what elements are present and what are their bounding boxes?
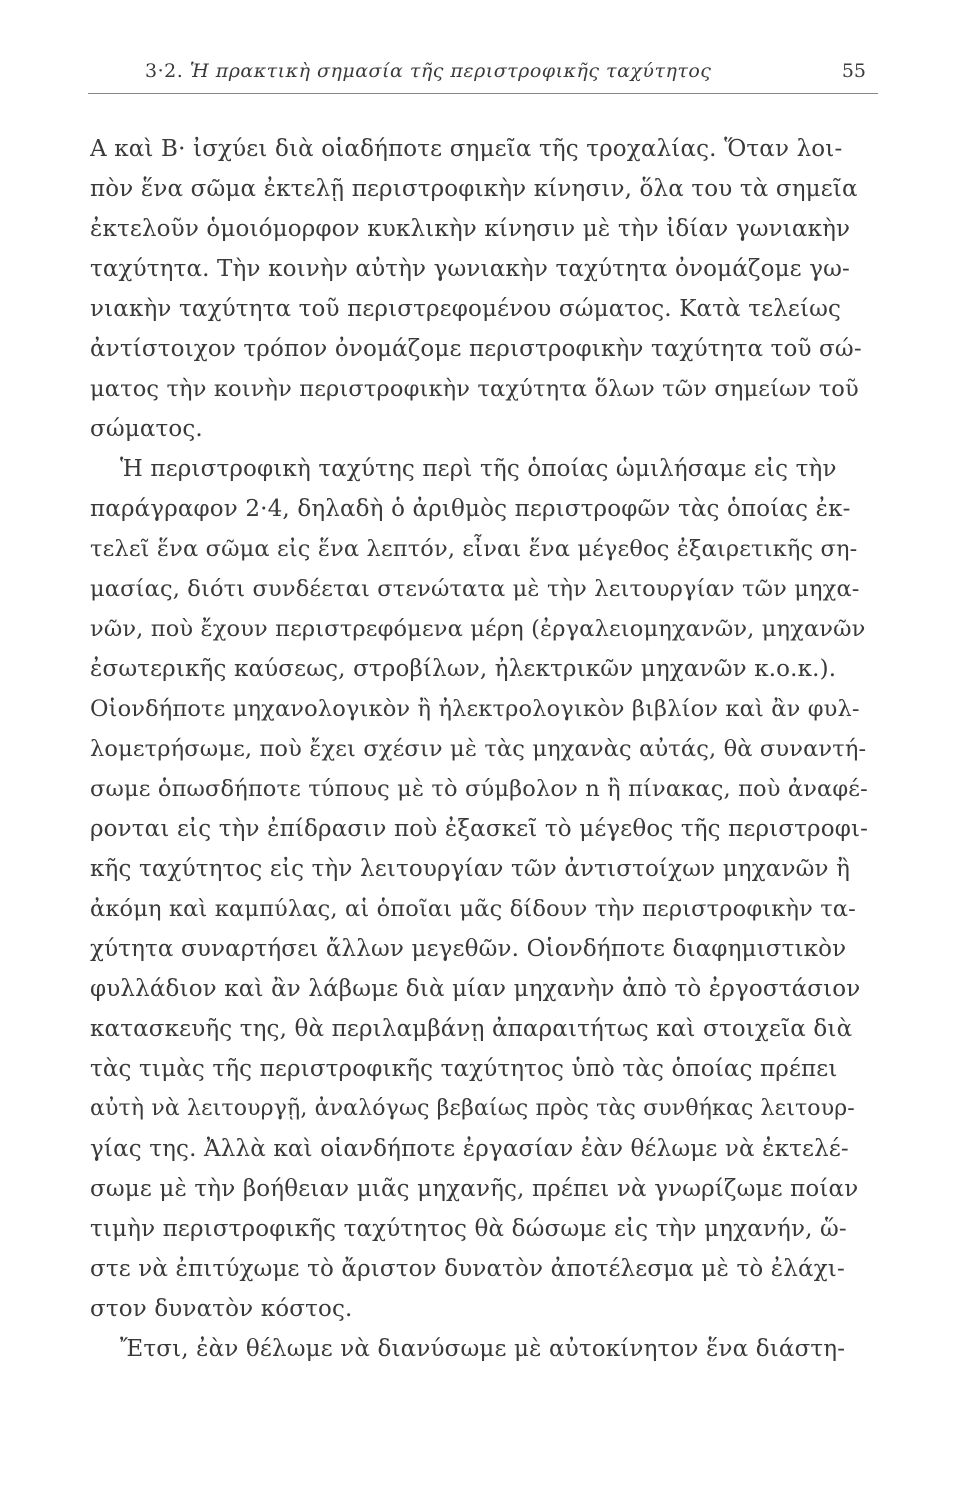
text-line: ἀκόμη καὶ καμπύλας, αἱ ὁποῖαι μᾶς δίδουν τὴν περιστροφικὴν τα- xyxy=(90,896,856,922)
text-line: ἐσωτερικῆς καύσεως, στροβίλων, ἠλεκτρικῶν μηχανῶν κ.ο.κ.). xyxy=(90,656,837,682)
paragraph-start-line: Ἔτσι, ἐὰν θέλωμε νὰ διανύσωμε μὲ αὐτοκίνητον ἕνα διάστη- xyxy=(120,1336,846,1362)
text-line: ἀντίστοιχον τρόπον ὀνομάζομε περιστροφικὴν ταχύτητα τοῦ σώ- xyxy=(90,336,862,362)
text-line: νῶν, ποὺ ἔχουν περιστρεφόμενα μέρη (ἐργαλειομηχανῶν, μηχανῶν xyxy=(90,616,866,642)
text-line: ματος τὴν κοινὴν περιστροφικὴν ταχύτητα ὅλων τῶν σημείων τοῦ xyxy=(90,376,859,402)
text-line: στον δυνατὸν κόστος. xyxy=(90,1296,353,1322)
text-line: Οἱονδήποτε μηχανολογικὸν ἢ ἠλεκτρολογικὸν βιβλίον καὶ ἂν φυλ- xyxy=(90,696,860,722)
text-line: τὰς τιμὰς τῆς περιστροφικῆς ταχύτητος ὑπὸ τὰς ὁποίας πρέπει xyxy=(90,1056,838,1082)
text-line: παράγραφον 2·4, δηλαδὴ ὁ ἀριθμὸς περιστροφῶν τὰς ὁποίας ἐκ- xyxy=(90,496,851,522)
text-line: χύτητα συναρτήσει ἄλλων μεγεθῶν. Οἱονδήποτε διαφημιστικὸν xyxy=(90,936,847,962)
text-line: πὸν ἕνα σῶμα ἐκτελῇ περιστροφικὴν κίνησιν, ὅλα του τὰ σημεῖα xyxy=(90,176,858,202)
text-line: νιακὴν ταχύτητα τοῦ περιστρεφομένου σώματος. Κατὰ τελείως xyxy=(90,296,842,322)
section-number: 3·2. xyxy=(145,60,184,82)
text-line: κατασκευῆς της, θὰ περιλαμβάνῃ ἀπαραιτήτως καὶ στοιχεῖα διὰ xyxy=(90,1016,853,1042)
text-line: ταχύτητα. Τὴν κοινὴν αὐτὴν γωνιακὴν ταχύτητα ὀνομάζομε γω- xyxy=(90,256,850,282)
text-line: γίας της. Ἀλλὰ καὶ οἱανδήποτε ἐργασίαν ἐὰν θέλωμε νὰ ἐκτελέ- xyxy=(90,1136,849,1162)
text-line: στε νὰ ἐπιτύχωμε τὸ ἄριστον δυνατὸν ἀποτέλεσμα μὲ τὸ ἐλάχι- xyxy=(90,1256,845,1282)
text-line: αὐτὴ νὰ λειτουργῇ, ἀναλόγως βεβαίως πρὸς τὰς συνθήκας λειτουρ- xyxy=(90,1096,855,1121)
text-line: μασίας, διότι συνδέεται στενώτατα μὲ τὴν λειτουργίαν τῶν μηχα- xyxy=(90,576,860,602)
text-line: σωμε ὁπωσδήποτε τύπους μὲ τὸ σύμβολον n ἢ πίνακας, ποὺ ἀναφέ- xyxy=(90,776,868,802)
text-line: λομετρήσωμε, ποὺ ἔχει σχέσιν μὲ τὰς μηχανὰς αὐτάς, θὰ συναντή- xyxy=(90,736,867,762)
page-number: 55 xyxy=(841,60,866,82)
paragraph-start-line: Ἡ περιστροφικὴ ταχύτης περὶ τῆς ὁποίας ὡμιλήσαμε εἰς τὴν xyxy=(120,456,837,482)
text-line: ἐκτελοῦν ὁμοιόμορφον κυκλικὴν κίνησιν μὲ τὴν ἰδίαν γωνιακὴν xyxy=(90,216,851,242)
text-line: τελεῖ ἕνα σῶμα εἰς ἕνα λεπτόν, εἶναι ἕνα μέγεθος ἐξαιρετικῆς ση- xyxy=(90,536,858,562)
text-line: κῆς ταχύτητος εἰς τὴν λειτουργίαν τῶν ἀντιστοίχων μηχανῶν ἢ xyxy=(90,856,851,882)
text-line: φυλλάδιον καὶ ἂν λάβωμε διὰ μίαν μηχανὴν ἀπὸ τὸ ἐργοστάσιον xyxy=(90,976,861,1002)
text-line: Α καὶ Β· ἰσχύει διὰ οἱαδήποτε σημεῖα τῆς τροχαλίας. Ὅταν λοι- xyxy=(90,136,843,162)
text-line: ρονται εἰς τὴν ἐπίδρασιν ποὺ ἐξασκεῖ τὸ μέγεθος τῆς περιστροφι- xyxy=(90,816,869,842)
chapter-title: Ἡ πρακτικὴ σημασία τῆς περιστροφικῆς ταχύτητος xyxy=(189,60,712,82)
text-line: τιμὴν περιστροφικῆς ταχύτητος θὰ δώσωμε εἰς τὴν μηχανήν, ὥ- xyxy=(90,1216,847,1242)
text-line: σώματος. xyxy=(90,416,203,442)
text-line: σωμε μὲ τὴν βοήθειαν μιᾶς μηχανῆς, πρέπει νὰ γνωρίζωμε ποίαν xyxy=(90,1176,859,1202)
